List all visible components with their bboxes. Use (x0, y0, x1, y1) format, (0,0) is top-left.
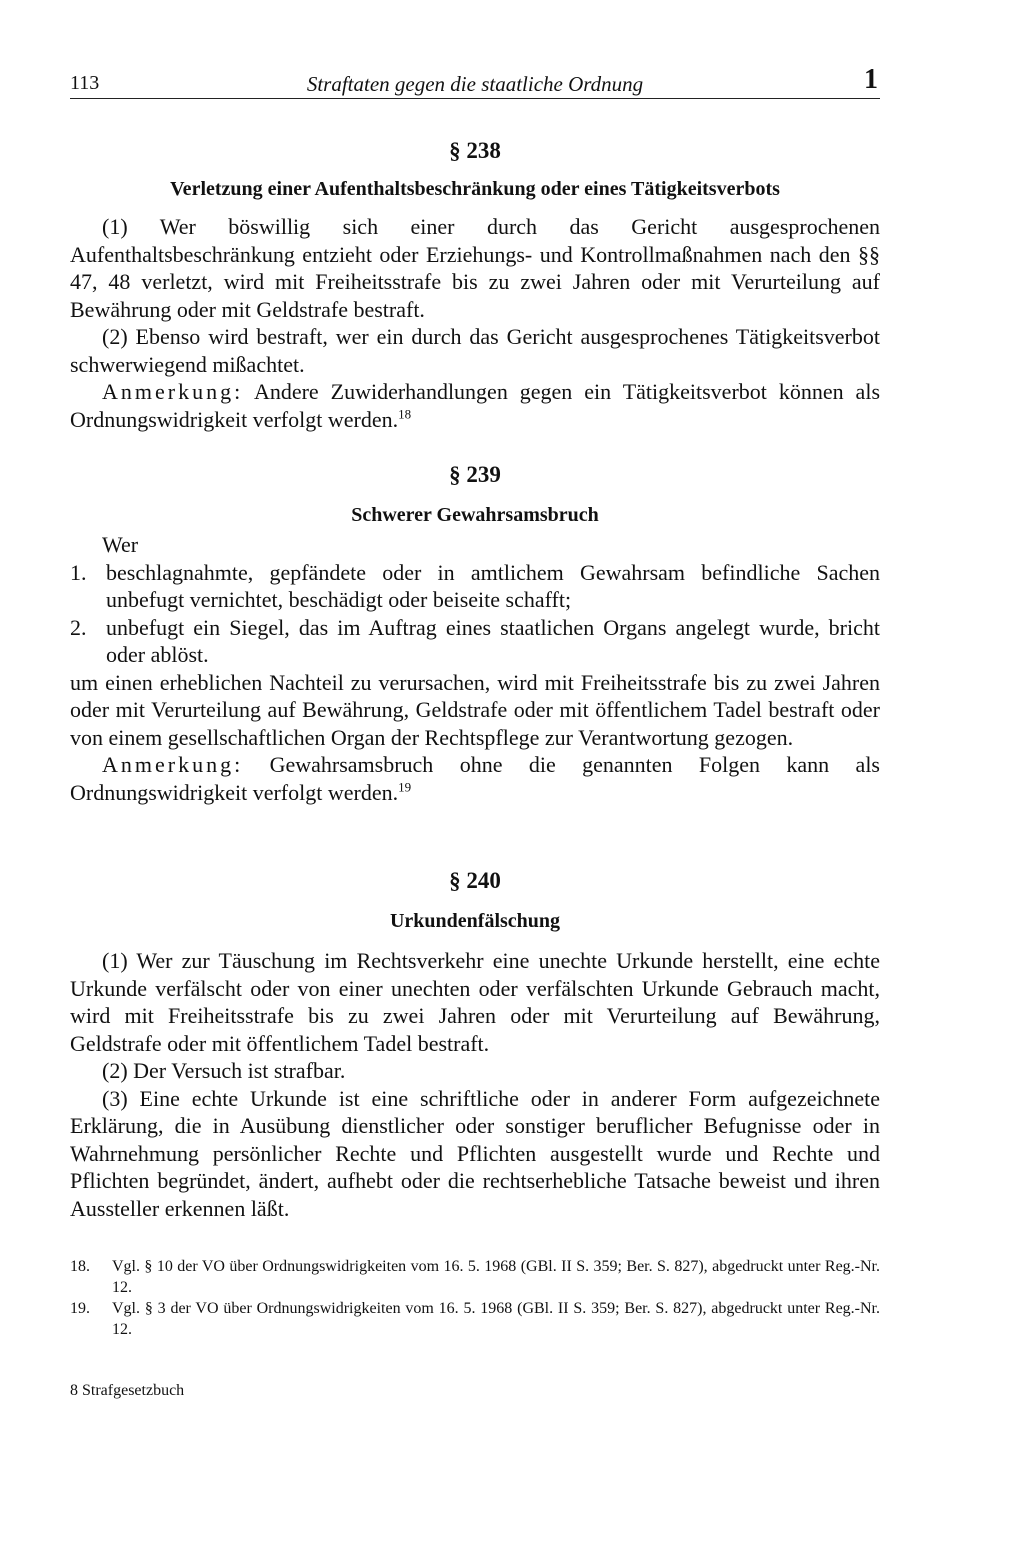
footnote-ref: 19 (398, 779, 412, 795)
running-title: Straftaten gegen die staatliche Ordnung (306, 72, 644, 96)
footnote-number: 18. (70, 1258, 90, 1275)
section-number: § 240 (449, 868, 501, 893)
footnote (70, 1256, 880, 1298)
footnote (70, 1298, 880, 1340)
annotation (70, 751, 880, 806)
printer-signature: 8 Strafgesetzbuch (70, 1382, 185, 1399)
footnote-text: Vgl. § 3 der VO über Ordnungswidrigkeiten vom 16. 5. 1968 (GBl. II S. 359; Ber. S. 827), abgedruckt unter Reg.-Nr. 12. (112, 1300, 880, 1338)
footnote-text: Vgl. § 10 der VO über Ordnungswidrigkeiten vom 16. 5. 1968 (GBl. II S. 359; Ber. S. 827), abgedruckt unter Reg.-Nr. 12. (112, 1258, 880, 1296)
annotation-label: Anmerkung: (102, 752, 244, 777)
annotation-label: Anmerkung: (102, 379, 244, 404)
paragraph: (2) Ebenso wird bestraft, wer ein durch das Gericht ausgesprochenes Tätigkeitsverbot schwerwiegend mißachtet. (70, 324, 880, 377)
footnote-ref: 18 (398, 406, 412, 422)
section-238 (70, 138, 880, 433)
paragraph: (2) Der Versuch ist strafbar. (102, 1058, 346, 1083)
paragraph: (1) Wer böswillig sich einer durch das Gericht ausgesprochenen Aufenthaltsbeschränkung entzieht oder Erziehungs- und Kontrollmaßnahmen nach den §§ 47, 48 verletzt, wird mit Freiheitsstrafe bis zu zwei Jahren oder mit Verurteilung auf Bewährung oder mit Geldstrafe bestraft. (70, 214, 880, 322)
section-body (70, 213, 880, 433)
section-body (70, 531, 880, 806)
annotation (70, 378, 880, 433)
list-text: beschlagnahmte, gepfändete oder in amtlichem Gewahrsam befindliche Sachen unbefugt vernichtet, beschädigt oder beiseite schafft; (106, 559, 880, 612)
paragraph: Wer (102, 532, 139, 557)
list-item (70, 559, 880, 614)
footnotes (70, 1256, 880, 1340)
list-number: 1. (70, 559, 87, 585)
chapter-number: 1 (864, 64, 878, 95)
paragraph: um einen erheblichen Nachteil zu verursachen, wird mit Freiheitsstrafe bis zu zwei Jahren oder mit Verurteilung auf Bewährung, Geldstrafe oder mit öffentlichem Tadel bestraft oder von einem gesellschaftlichen Organ der Rechtspflege zur Verantwortung gezogen. (70, 669, 880, 750)
list-text: unbefugt ein Siegel, das im Auftrag eines staatlichen Organs angelegt wurde, bricht oder ablöst. (106, 614, 880, 667)
footnote-number: 19. (70, 1300, 90, 1317)
section-title: Urkundenfälschung (389, 910, 561, 932)
list-item (70, 614, 880, 669)
page-header (70, 64, 880, 99)
annotation-text: Gewahrsamsbruch ohne die genannten Folgen kann als Ordnungswidrigkeit verfolgt werden. (70, 752, 880, 805)
annotation-text: Andere Zuwiderhandlungen gegen ein Tätigkeitsverbot können als Ordnungswidrigkeit verfolgt werden. (70, 379, 880, 432)
page-number: 113 (70, 72, 100, 94)
paragraph: (1) Wer zur Täuschung im Rechtsverkehr eine unechte Urkunde herstellt, eine echte Urkunde verfälscht oder von einer unechten oder verfälschten Urkunde Gebrauch macht, wird mit Freiheitsstrafe bis zu zwei Jahren oder mit Verurteilung auf Bewährung, Geldstrafe oder mit öffentlichem Tadel bestraft. (70, 948, 880, 1056)
section-title: Schwerer Gewahrsamsbruch (351, 504, 599, 526)
section-title: Verletzung einer Aufenthaltsbeschränkung oder eines Tätigkeitsverbots (170, 178, 780, 200)
section-240 (70, 868, 880, 1222)
section-239 (70, 462, 880, 806)
section-number: § 239 (449, 462, 501, 487)
paragraph: (3) Eine echte Urkunde ist eine schriftliche oder in anderer Form aufgezeichnete Erklärung, die in Ausübung dienstlicher oder sonstiger beruflicher Befugnisse oder in Wahrnehmung persönlicher Rechte und Pflichten ausgestellt wurde und Rechte und Pflichten begründet, ändert, aufhebt oder die rechtserhebliche Tatsache beweist und ihren Aussteller erkennen läßt. (70, 1085, 880, 1221)
section-number: § 238 (449, 138, 501, 163)
list-number: 2. (70, 614, 87, 640)
section-body (70, 947, 880, 1222)
